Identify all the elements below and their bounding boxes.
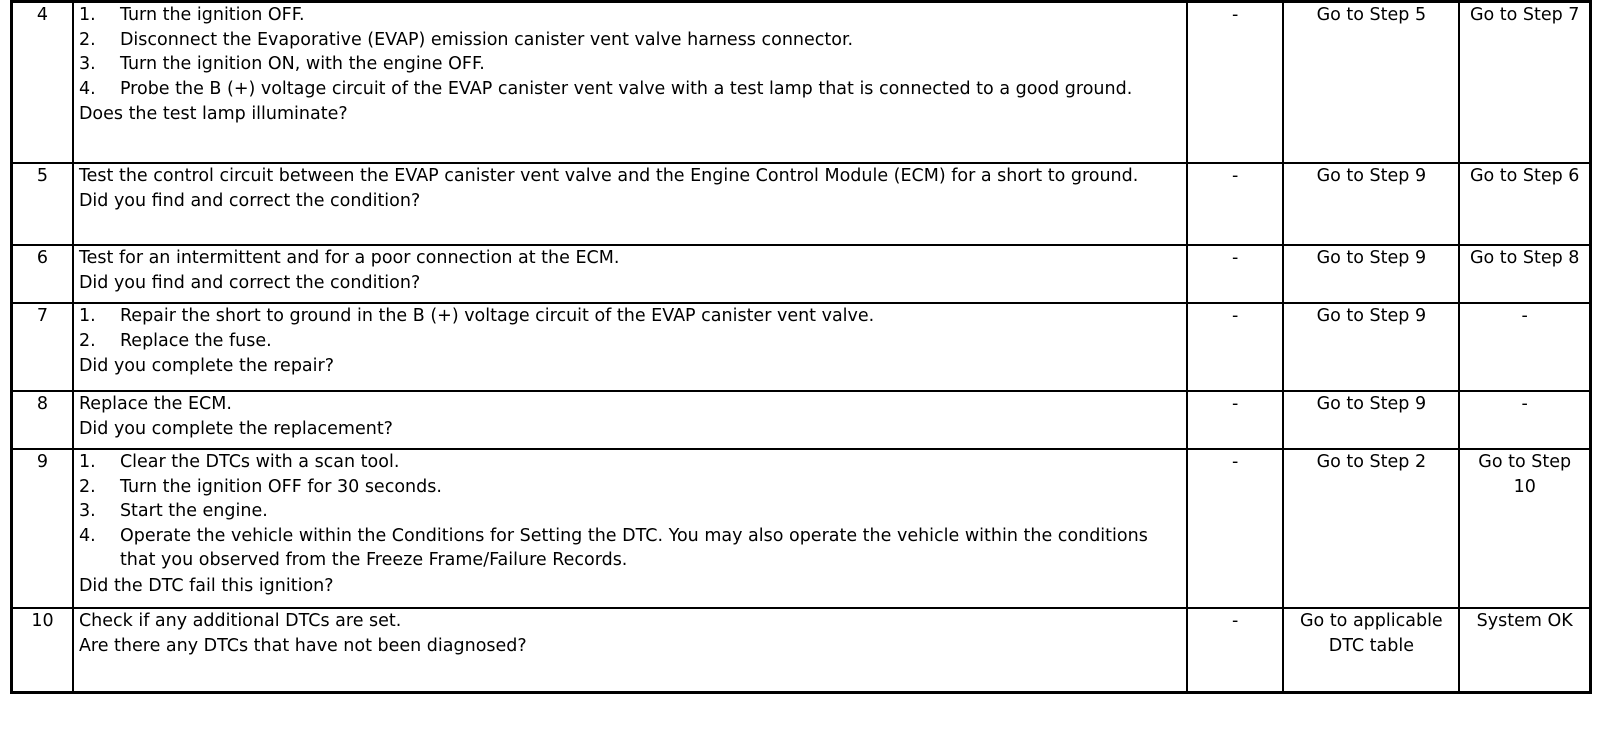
action-cell xyxy=(73,608,1187,693)
table-row xyxy=(12,391,1591,449)
question-text: Did the DTC fail this ignition? xyxy=(78,575,334,596)
no-action: System OK xyxy=(1459,608,1590,693)
value-cell: - xyxy=(1187,245,1283,303)
value-cell: - xyxy=(1187,608,1283,693)
table-row xyxy=(12,608,1591,693)
value-cell: - xyxy=(1187,2,1283,164)
no-action: Go to Step 8 xyxy=(1459,245,1590,303)
no-action: - xyxy=(1459,303,1590,391)
action-step: 1. Clear the DTCs with a scan tool. xyxy=(78,452,400,472)
table-row xyxy=(12,163,1591,245)
yes-action: Go to Step 9 xyxy=(1283,163,1459,245)
action-step: 2. Turn the ignition OFF for 30 seconds. xyxy=(78,476,442,497)
step-number: 10 xyxy=(12,608,73,693)
question-text: Did you complete the replacement? xyxy=(78,418,393,439)
step-number: 6 xyxy=(12,245,73,303)
no-action: Go to Step 10 xyxy=(1459,449,1590,608)
action-cell xyxy=(73,163,1187,245)
action-step: 2. Replace the fuse. xyxy=(78,330,272,351)
action-text: Check if any additional DTCs are set. xyxy=(78,611,402,631)
table-row xyxy=(12,2,1591,164)
action-text: Test the control circuit between the EVAP canister vent valve and the Engine Control Module (ECM) for a short to ground. xyxy=(78,166,1139,186)
step-number: 4 xyxy=(12,2,73,164)
diagnostic-table xyxy=(10,0,1592,694)
table-row xyxy=(12,303,1591,391)
value-cell: - xyxy=(1187,303,1283,391)
action-step: 3. Start the engine. xyxy=(78,501,268,521)
value-cell: - xyxy=(1187,163,1283,245)
yes-action: Go to Step 2 xyxy=(1283,449,1459,608)
no-action: Go to Step 6 xyxy=(1459,163,1590,245)
step-number: 8 xyxy=(12,391,73,449)
yes-action: Go to Step 9 xyxy=(1283,303,1459,391)
no-action: Go to Step 7 xyxy=(1459,2,1590,164)
question-text: Did you complete the repair? xyxy=(78,356,335,376)
action-step: 3. Turn the ignition ON, with the engine OFF. xyxy=(78,54,485,74)
action-text: Replace the ECM. xyxy=(78,394,232,414)
yes-action: Go to Step 9 xyxy=(1283,391,1459,449)
yes-action: Go to Step 5 xyxy=(1283,2,1459,164)
step-number: 7 xyxy=(12,303,73,391)
action-cell xyxy=(73,449,1187,608)
action-steps xyxy=(79,304,1182,353)
action-steps xyxy=(79,3,1182,101)
action-step: 1. Repair the short to ground in the B (+) voltage circuit of the EVAP canister vent valve. xyxy=(78,306,875,326)
question-text: Are there any DTCs that have not been diagnosed? xyxy=(78,635,527,656)
question-text: Does the test lamp illuminate? xyxy=(78,104,348,124)
action-step: 1. Turn the ignition OFF. xyxy=(78,5,305,25)
action-cell xyxy=(73,2,1187,164)
yes-action: Go to applicable DTC table xyxy=(1283,608,1459,693)
no-action: - xyxy=(1459,391,1590,449)
value-cell: - xyxy=(1187,391,1283,449)
action-cell xyxy=(73,303,1187,391)
value-cell: - xyxy=(1187,449,1283,608)
action-step: 2. Disconnect the Evaporative (EVAP) emission canister vent valve harness connector. xyxy=(78,29,854,50)
action-step: 4. Probe the B (+) voltage circuit of the EVAP canister vent valve with a test lamp that is connected to a good ground. xyxy=(78,78,1133,99)
step-number: 5 xyxy=(12,163,73,245)
question-text: Did you find and correct the condition? xyxy=(78,272,421,293)
table-row xyxy=(12,245,1591,303)
action-cell xyxy=(73,245,1187,303)
action-step: 4. Operate the vehicle within the Conditions for Setting the DTC. You may also operate the vehicle within the conditions that you observed from the Freeze Frame/Failure Records. xyxy=(78,525,1148,570)
table-row xyxy=(12,449,1591,608)
action-cell xyxy=(73,391,1187,449)
action-text: Test for an intermittent and for a poor connection at the ECM. xyxy=(78,248,620,268)
action-steps xyxy=(79,450,1182,573)
step-number: 9 xyxy=(12,449,73,608)
question-text: Did you find and correct the condition? xyxy=(78,190,421,211)
yes-action: Go to Step 9 xyxy=(1283,245,1459,303)
